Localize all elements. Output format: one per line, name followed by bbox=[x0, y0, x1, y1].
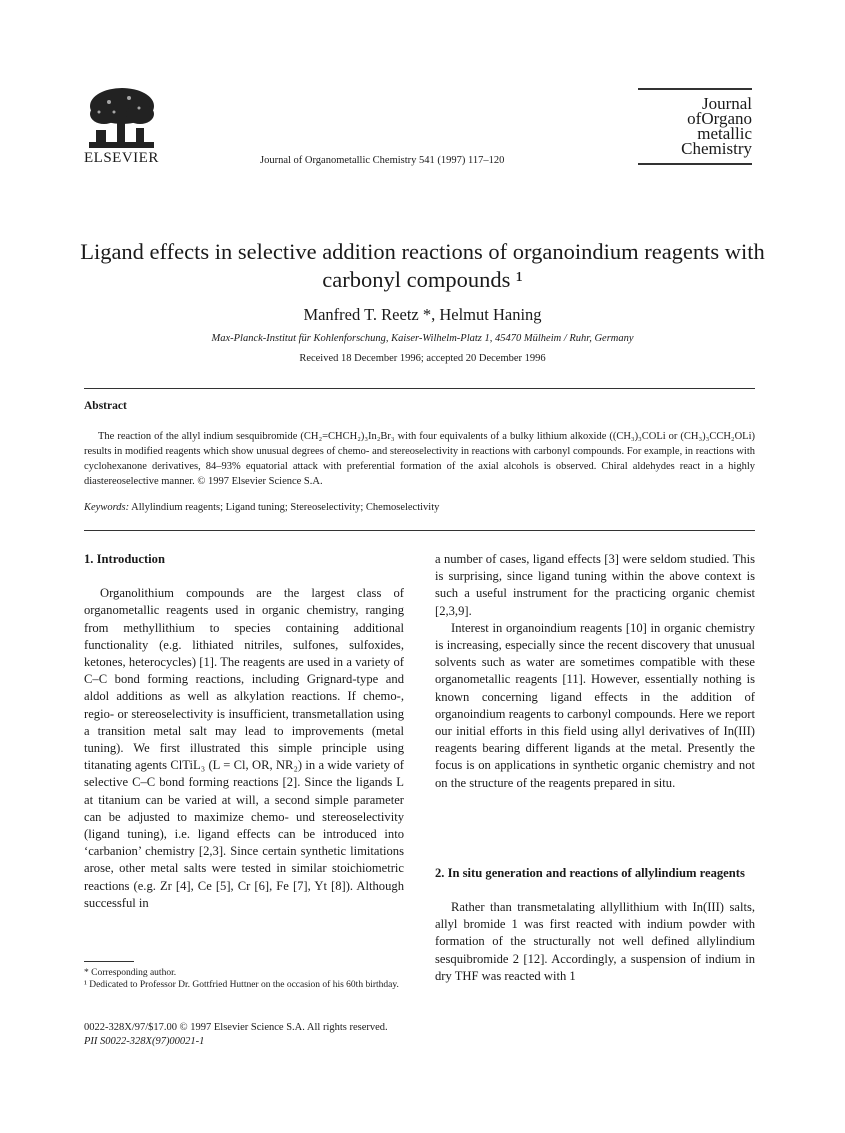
left-column bbox=[84, 551, 404, 912]
keywords bbox=[84, 502, 755, 513]
pii-line: PII S0022-328X(97)00021-1 bbox=[84, 1036, 205, 1047]
publisher-name: ELSEVIER bbox=[84, 150, 159, 166]
right-paragraph-1: a number of cases, ligand effects [3] were seldom studied. This is surprising, since ligand tuning within the above context is such a useful instrument for the practicing organic chemist [2,3,9]. bbox=[435, 552, 755, 618]
article-authors: Manfred T. Reetz *, Helmut Haning bbox=[303, 305, 542, 324]
copyright-line: 0022-328X/97/$17.00 © 1997 Elsevier Science S.A. All rights reserved. bbox=[84, 1022, 388, 1033]
right-column bbox=[435, 551, 755, 985]
journal-logo-line-1: Journal bbox=[701, 94, 752, 113]
divider-top bbox=[84, 388, 755, 389]
section-heading-2: 2. In situ generation and reactions of allylindium reagents bbox=[435, 865, 745, 880]
keywords-list: Allylindium reagents; Ligand tuning; Stereoselectivity; Chemoselectivity bbox=[131, 502, 440, 513]
abstract-heading: Abstract bbox=[84, 400, 127, 412]
footnote-dedication: ¹ Dedicated to Professor Dr. Gottfried Huttner on the occasion of his 60th birthday. bbox=[84, 980, 399, 990]
section-heading-introduction: 1. Introduction bbox=[84, 552, 165, 566]
elsevier-tree-logo-icon bbox=[84, 84, 159, 154]
footnote-corresponding: * Corresponding author. bbox=[84, 968, 177, 978]
journal-citation: Journal of Organometallic Chemistry 541 (1997) 117–120 bbox=[260, 155, 505, 166]
article-title: Ligand effects in selective addition reactions of organoindium reagents with carbonyl compounds ¹ bbox=[80, 239, 765, 292]
abstract-text: The reaction of the allyl indium sesquibromide (CH₂=CHCH₂)₃In₂Br₃ with four equivalents of a bulky lithium alkoxide ((CH₃)₃COLi or (CH₃)₃CCH₂OLi) results in modified reagents which show unusual degrees of chemo- and stereoselectivity in reactions with carbonyl compounds. For example, in reactions with cyclohexanone derivatives, 84–93% equatorial attack with preferential formation of the axial alcohols is observed. Chiral aldehydes react in a highly diastereoselective manner. © 1997 Elsevier Science S.A. bbox=[84, 431, 755, 487]
received-dates: Received 18 December 1996; accepted 20 December 1996 bbox=[299, 353, 546, 364]
author-affiliation: Max-Planck-Institut für Kohlenforschung, Kaiser-Wilhelm-Platz 1, 45470 Mülheim / Ruhr, Germany bbox=[211, 333, 634, 344]
footnotes bbox=[84, 967, 404, 991]
footnote-rule bbox=[84, 961, 134, 962]
intro-paragraph-1: Organolithium compounds are the largest class of organometallic reagents used in organic chemistry, ranging from methyllithium to species containing additional functionality (e.g. lithiated nitriles, sulfones, sulfoxides, ketones, heterocycles) [1]. The reagents are used in a variety of C–C bond forming reactions, including Grignard-type and aldol additions as well as alkylation reactions. If chemo-, regio- or stereoselectivity is insufficient, transmetallation using a transition metal salt may lead to improvements (metal tuning). We first illustrated this simple principle using titanating agents ClTiL₃ (L = Cl, OR, NR₂) in a wide variety of selective C–C bond forming reactions [2]. Since the ligands L at titanium can be varied at will, a second simple parameter can be adjusted to maximize chemo- und stereoselectivity (ligand tuning), i.e. ligand effects can be introduced into ‘carbanion’ chemistry [2,3]. Since certain synthetic limitations arose, other metal salts were tested in similar stoichiometric reactions (e.g. Zr [4], Ce [5], Cr [6], Fe [7], Yt [8]). Although successful in bbox=[84, 586, 404, 910]
journal-logo-line-3: metallic bbox=[697, 124, 752, 143]
divider-bottom bbox=[84, 530, 755, 531]
journal-logo-line-2: ofOrgano bbox=[687, 109, 752, 128]
journal-logo bbox=[632, 96, 752, 156]
journal-logo-rule-top bbox=[638, 88, 752, 90]
section-2-paragraph-1: Rather than transmetalating allyllithium with In(III) salts, allyl bromide 1 was first reacted with indium powder with formation of the structurally not well defined allylindium sesquibromide 2 [12]. Accordingly, a suspension of indium in dry THF was reacted with 1 bbox=[435, 900, 755, 983]
copyright-block bbox=[84, 1021, 388, 1049]
journal-logo-rule-bottom bbox=[638, 163, 752, 165]
journal-logo-line-4: Chemistry bbox=[681, 139, 752, 158]
keywords-label: Keywords: bbox=[84, 502, 130, 513]
right-paragraph-2: Interest in organoindium reagents [10] in organic chemistry is increasing, especially since the recent discovery that unusual solvents such as water are sometimes compatible with these organometallic reagents [11]. However, essentially nothing is known concerning ligand effects in the addition of organoindium reagents to carbonyl compounds. Here we report our initial efforts in this field using allyl derivatives of In(III) reagents bearing different ligands at the metal. Presently the focus is on applications in synthetic organic chemistry and not on the structure of the reagents prepared in situ. bbox=[435, 620, 755, 790]
